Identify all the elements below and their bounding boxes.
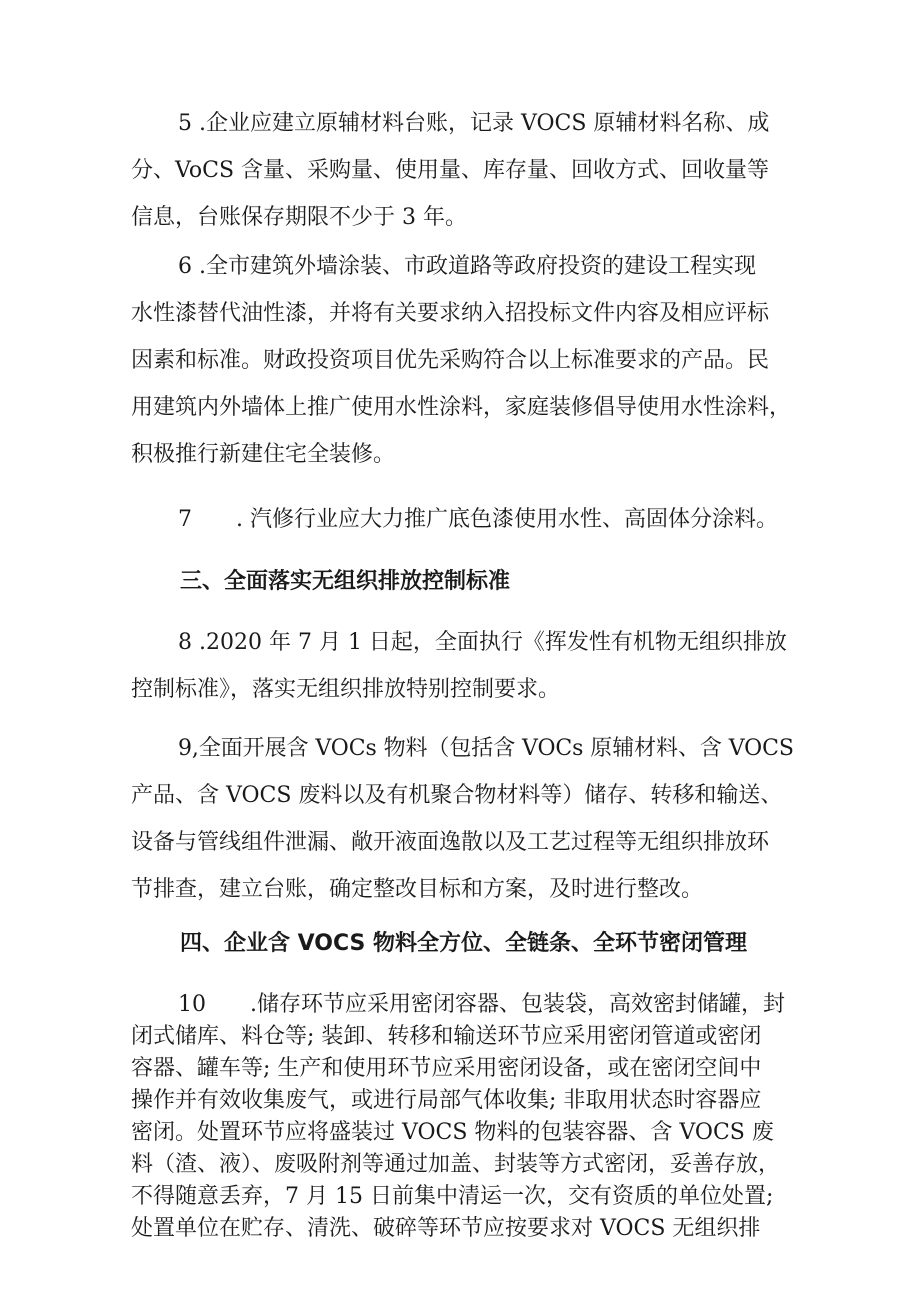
paragraph-line: 因素和标准。财政投资项目优先采购符合以上标准要求的产品。民 xyxy=(131,348,770,373)
paragraph-line: 节排查，建立台账，确定整改目标和方案，及时进行整改。 xyxy=(131,877,704,902)
paragraph-line: 料（渣、液）、废吸附剂等通过加盖、封装等方式密闭，妥善存放， xyxy=(131,1152,781,1177)
paragraph-line: 7 . 汽修行业应大力推广底色漆使用水性、高固体分涂料。 xyxy=(178,507,778,532)
paragraph-line: 产品、含 VOCS 废料以及有机聚合物材料等）储存、转移和输送、 xyxy=(131,783,783,808)
paragraph-line: 分、VoCS 含量、采购量、使用量、库存量、回收方式、回收量等 xyxy=(131,158,770,183)
paragraph-line: 闭式储库、料仓等; 装卸、转移和输送环节应采用密闭管道或密闭 xyxy=(131,1024,762,1049)
paragraph-10 xyxy=(131,989,794,1245)
paragraph-line: 容器、罐车等; 生产和使用环节应采用密闭设备，或在密闭空间中 xyxy=(131,1056,762,1081)
paragraph-line: 不得随意丢弃，7 月 15 日前集中清运一次，交有资质的单位处置; xyxy=(131,1184,774,1209)
section-heading-4: 四、企业含 VOCS 物料全方位、全链条、全环节密闭管理 xyxy=(180,931,748,956)
paragraph-line: 控制标准》，落实无组织排放特别控制要求。 xyxy=(131,677,561,702)
paragraph-line: 用建筑内外墙体上推广使用水性涂料，家庭装修倡导使用水性涂料， xyxy=(131,395,792,420)
paragraph-line: 5 .企业应建立原辅材料台账，记录 VOCS 原辅材料名称、成 xyxy=(178,111,770,136)
paragraph-line: 密闭。处置环节应将盛装过 VOCS 物料的包装容器、含 VOCS 废 xyxy=(131,1120,774,1145)
paragraph-line: 8 .2020 年 7 月 1 日起，全面执行《挥发性有机物无组织排放 xyxy=(178,630,787,655)
paragraph-line: 设备与管线组件泄漏、敞开液面逸散以及工艺过程等无组织排放环 xyxy=(131,830,770,855)
paragraph-8 xyxy=(131,619,794,713)
section-heading-3: 三、全面落实无组织排放控制标准 xyxy=(180,569,511,594)
paragraph-6 xyxy=(131,243,794,478)
paragraph-line: 信息，台账保存期限不少于 3 年。 xyxy=(131,205,467,230)
paragraph-line: 积极推行新建住宅全装修。 xyxy=(131,442,396,467)
paragraph-line: 操作并有效收集废气，或进行局部气体收集; 非取用状态时容器应 xyxy=(131,1088,762,1113)
paragraph-line: 6 .全市建筑外墙涂装、市政道路等政府投资的建设工程实现 xyxy=(178,254,756,279)
paragraph-line: 9,全面开展含 VOCs 物料（包括含 VOCs 原辅材料、含 VOCS xyxy=(178,736,794,761)
paragraph-line: 10 .储存环节应采用密闭容器、包装袋，高效密封储罐，封 xyxy=(178,992,785,1017)
paragraph-line: 处置单位在贮存、清洗、破碎等环节应按要求对 VOCS 无组织排 xyxy=(131,1216,761,1241)
paragraph-5 xyxy=(131,100,794,241)
paragraph-line: 水性漆替代油性漆，并将有关要求纳入招投标文件内容及相应评标 xyxy=(131,301,770,326)
paragraph-9 xyxy=(131,725,794,913)
paragraph-7 xyxy=(131,496,794,543)
